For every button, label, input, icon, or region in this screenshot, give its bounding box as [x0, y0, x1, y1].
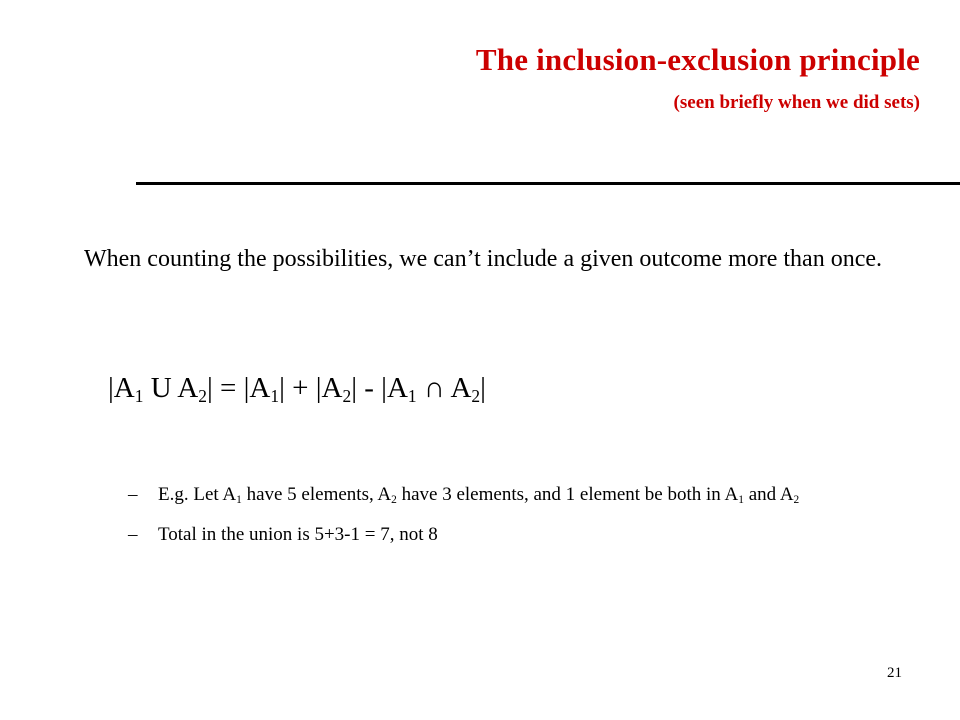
formula-part: |A: [108, 372, 135, 404]
formula-part: ∩ A: [416, 372, 472, 404]
dash-bullet-icon: –: [128, 524, 138, 545]
formula-subscript: 1: [134, 385, 144, 406]
slide-subtitle: (seen briefly when we did sets): [673, 92, 920, 113]
bullet-text: E.g. Let A: [158, 484, 237, 505]
bullet-total: [128, 522, 888, 547]
bullet-example: [128, 482, 888, 507]
formula-part: | - |A: [351, 372, 408, 404]
formula-subscript: 2: [471, 385, 481, 406]
page-number: 21: [887, 665, 902, 681]
slide-title: The inclusion-exclusion principle: [475, 42, 920, 77]
formula-part: | = |A: [206, 372, 271, 404]
bullet-subscript: 2: [391, 494, 397, 507]
formula-subscript: 1: [270, 385, 280, 406]
title-divider: [136, 182, 960, 185]
bullet-text: have 5 elements, A: [241, 484, 392, 505]
body-text-block: [84, 240, 904, 278]
example-bullet-list: [128, 482, 888, 562]
bullet-subscript: 1: [236, 494, 242, 507]
bullet-text: have 3 elements, and 1 element be both in A: [396, 484, 739, 505]
bullet-subscript: 2: [793, 494, 800, 507]
bullet-text: and A: [743, 484, 794, 505]
bullet-subscript: 1: [738, 494, 744, 507]
body-paragraph: When counting the possibilities, we can’t include a given outcome more than once.: [84, 246, 882, 272]
formula-part: | + |A: [279, 372, 343, 404]
formula-subscript: 2: [198, 385, 207, 406]
formula-subscript: 2: [342, 385, 352, 406]
inclusion-exclusion-formula: [108, 372, 486, 405]
dash-bullet-icon: –: [128, 484, 138, 505]
formula-part: U A: [143, 372, 199, 404]
formula-subscript: 1: [407, 385, 417, 406]
formula-part: |: [480, 372, 486, 404]
bullet-text: Total in the union is 5+3-1 = 7, not 8: [158, 524, 438, 545]
